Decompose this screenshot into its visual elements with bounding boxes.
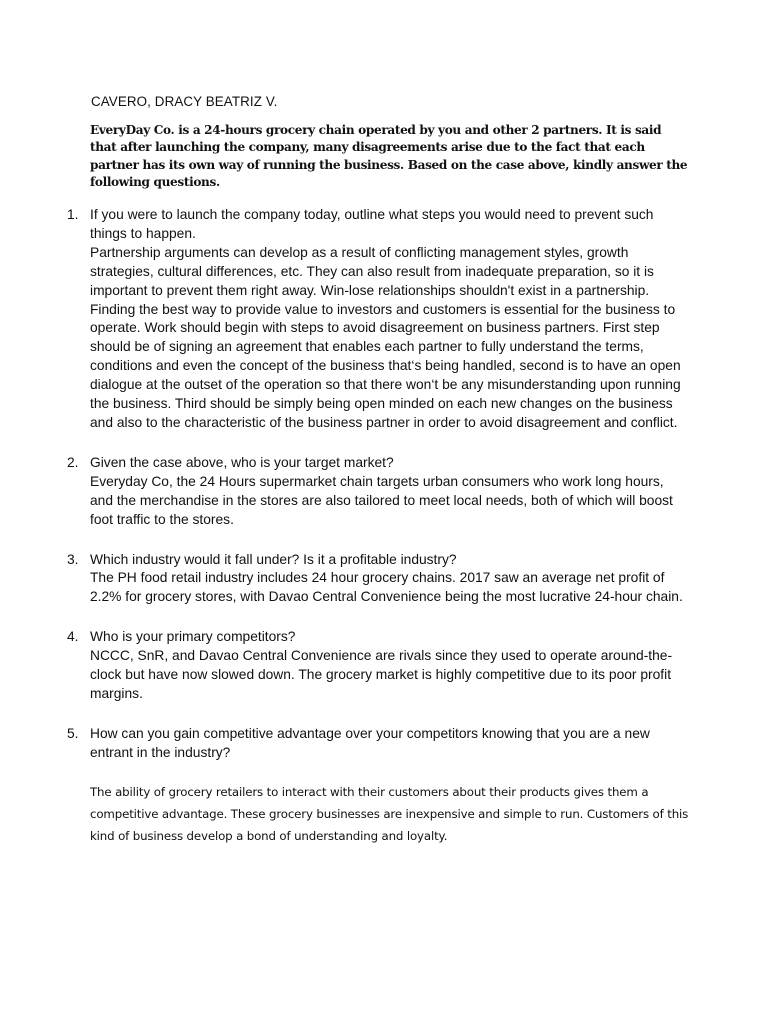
answer-text: The ability of grocery retailers to interact with their customers about their products gives them a competitive advantage. These grocery businesses are inexpensive and simple to run. Customers of this kind of business develop a bond of understanding and loyalty. [90,784,689,844]
question-number: 3. [67,551,79,567]
case-intro: EveryDay Co. is a 24-hours grocery chain operated by you and other 2 partners. It is said that after launching the company, many disagreements arise due to the fact that each partner has its own way of running the business. Based on the case above, kindly answer the following questions. [90,123,688,189]
answer-text: The PH food retail industry includes 24 hour grocery chains. 2017 saw an average net profit of 2.2% for grocery stores, with Davao Central Convenience being the most lucrative 24-hour chain. [90,570,683,605]
answer-text: Everyday Co, the 24 Hours supermarket chain targets urban consumers who work long hours, and the merchandise in the stores are also tailored to meet local needs, both of which will boost foot traffic to the stores. [90,473,673,527]
list-item [0,206,688,433]
list-item [0,551,688,608]
question-text: How can you gain competitive advantage over your competitors knowing that you are a new entrant in the industry? [90,725,650,760]
question-number: 5. [67,725,79,741]
question-text: Given the case above, who is your target market? [90,454,394,470]
question-text: Who is your primary competitors? [90,629,296,645]
question-number: 2. [67,454,79,470]
question-list [0,206,768,848]
question-text: If you were to launch the company today, outline what steps you would need to prevent such things to happen. [90,207,654,241]
answer-text: NCCC, SnR, and Davao Central Convenience are rivals since they used to operate around-the-clock but have now slowed down. The grocery market is highly competitive due to its poor profit margins. [90,648,673,701]
answer-text: Partnership arguments can develop as a result of conflicting management styles, growth strategies, cultural differences, etc. They can also result from inadequate preparation, so it is important to prevent them right away. Win-lose relationships shouldn't exist in a partnership. Finding the best way to provide value to investors and customers is essential for the business to operate. Work should begin with steps to avoid disagreement on business partners. First step should be of signing an agreement that enables each partner to fully understand the terms, conditions and even the concept of the business that‘s being handled, second is to have an open dialogue at the outset of the operation so that there won‘t be any misunderstanding upon running the business. Third should be simply being open minded on each new changes on the business and also to the characteristic of the business partner in order to avoid disagreement and conflict. [90,244,681,430]
question-number: 4. [67,629,79,645]
author-name: CAVERO, DRACY BEATRIZ V. [91,94,278,109]
list-item [0,628,688,704]
question-text: Which industry would it fall under? Is it a profitable industry? [90,551,457,567]
question-number: 1. [67,207,79,222]
list-item [0,454,688,530]
list-item [0,725,688,848]
